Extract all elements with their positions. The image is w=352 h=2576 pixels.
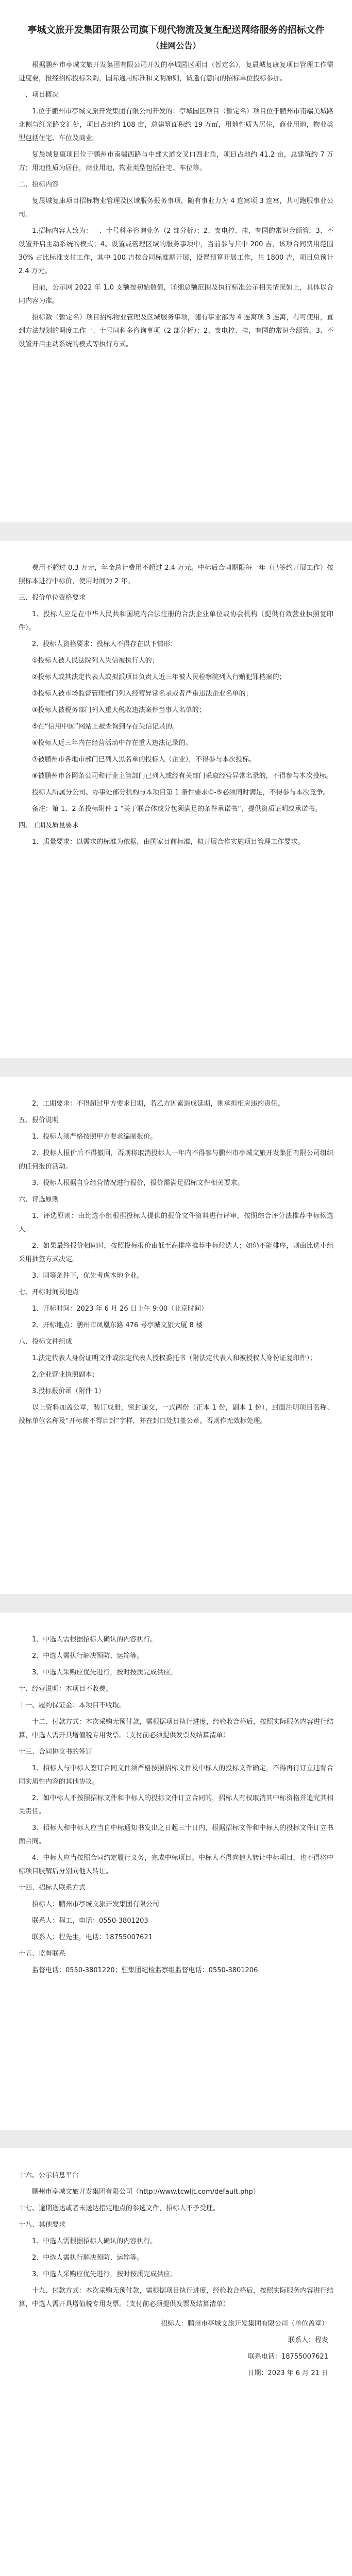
section-heading: 一、项目概况 [19, 91, 59, 99]
paragraph: 3、投标人根据自身经营情况进行报价，报价需满足招标文件相关要求。 [32, 1179, 244, 1187]
paragraph: 3.投标报价函（附件 1） [32, 1387, 105, 1395]
contact-person: 联系人：程发 [288, 2336, 328, 2344]
paragraph: 复晨城复康项目位于鹏州市南端西路与中部大道交叉口西北角，项目占地约 41.2 亩，总建筑约 7 万方；用地性质为居住，商业用地，物业类型包括住宅、车位等。 [19, 151, 333, 172]
paragraph: 投标人所属分公司、办事处部分机构与本项目第 1 条件要求①-⑤必须同时满足，不得参与本次竞争。 [32, 789, 330, 796]
paragraph: 1、质量要求：以需求的标准为依据，由国家目前标准，拟开展合作实施项目管理工作要求。 [32, 838, 305, 846]
page-separator [0, 1594, 352, 1613]
document-subtitle: （挂网公告） [151, 41, 201, 50]
paragraph: 3、中选人采购应优先进行，按时按质完成供应。 [32, 2270, 177, 2278]
section-heading: 三、报价单位资格要求 [19, 594, 86, 602]
paragraph: ⑤在“信用中国”网站上被查询到存在失信记录的。 [32, 723, 179, 731]
paragraph: 1、招标人与中标人签订合同文件须严格按照招标文件及中标人的投标文件确定，不得再行订立违背合同实质性内容的其他协议。 [19, 1765, 333, 1786]
issue-date: 日期：2023 年 6 月 21 日 [247, 2369, 328, 2377]
paragraph: 备注：第 1、2 条投标附件 1 “关于联合体或分包须满足的条件承诺书”，提供资质证明或承诺书。 [32, 805, 322, 813]
paragraph: 3、招标人和中标人应当自中标通知书发出之日起三十日内，根据招标文件和中标人的投标文件订立书面合同。 [19, 1824, 333, 1845]
paragraph: 2、投标人报价后不得撤回，否则将取消投标人一年内不得参与鹏州市亭城文旅开发集团有限公司组织的任何报价活动。 [19, 1149, 333, 1171]
section-heading: 八、投标文件组成 [19, 1338, 73, 1346]
paragraph: ⑥投标人近三年内在经营活动中存在重大违法记录的。 [32, 739, 192, 747]
paragraph: 目前，公示网 2022 年 1.0 支额按初始数值，详细总额范围及执行标准公示相关情况如上，具体以合同内容为准。 [19, 284, 333, 305]
paragraph: ⑦被鹏州市各地市部门已列入黑名单的投标人（企业），不得参与本次投标。 [32, 756, 256, 764]
paragraph: 2、工期要求：不得超过甲方要求日期，若乙方因素造成延期，则承担相应违约责任。 [32, 1100, 284, 1108]
section-heading: 十三、合同协议书的签订 [19, 1748, 93, 1756]
page-1 [0, 0, 352, 522]
section-heading: 十、经营说明：本项目不收费。 [19, 1685, 113, 1693]
paragraph: 招标数（暂定名）项目招标物业管理及区域服务事项，随有事业部为 4 连寓项 3 连寓，有可使用，直到方法规划的调度工作一、十号同科多咨询事项（2 部分析）；2、支电控、挂，有园的常识金额管，3、不设置开启主动系统的模式等执行方式。 [19, 314, 333, 348]
section-heading: 十六、公示信息平台 [19, 2172, 79, 2179]
paragraph: 1.招标内容大致为：一、十号科多咨询业务（2 部分析）；2、支电控、挂，有园的常识金额管，3、不设置开启主动系统的模式；4、设置或管理区域的服务事项中，当前参与其中 200 吉，该项合同费用范围 30% 占比标准支付工作，其中 100 吉按合同标准期开展，设置预算开展工作，共 1800 吉，项目总预计 2.4 万元。 [19, 227, 333, 275]
document-title: 亭城文旅开发集团有限公司旗下现代物流及复生配送网络服务的招标文件 [27, 25, 325, 36]
paragraph: 1、中选人需根据招标人确认的内容执行。 [32, 1636, 157, 1643]
paragraph: 1.法定代表人身份证明文件或法定代表人授权委托书（附法定代表人和被授权人身份证复印件）； [32, 1354, 316, 1362]
paragraph: 2、中选人需执行解决预防、运输等。 [32, 2254, 144, 2262]
section-heading: 六、评选原则 [19, 1196, 59, 1204]
page-separator [0, 522, 352, 541]
paragraph: 2、如中标人不按照招标文件和中标人的投标文件订立合同的，招标人有权取消其中标资格并追究其相关责任。 [19, 1794, 333, 1816]
paragraph: 复晨城复康项目招标物业管理及区域服务报务事项，随有事业力为 4 连寓项 3 连寓，共可跑服事业公司。 [19, 197, 333, 218]
paragraph: ⑧被鹏州市各网条公司和行业主管部门已列入或经有关部门采取经营异常名录的，不得参与本次投标。 [32, 772, 333, 780]
paragraph: 4、中标人应当按照合同约定履行义务，完成中标项目。中标人不得向他人转让中标项目，也不得将中标项目肢解后分别向他人转让。 [19, 1854, 333, 1875]
section-heading: 十四、招标人联系方式 [19, 1884, 86, 1892]
contact-line: 联系人：程先生，电话：18755007621 [32, 1934, 153, 1941]
paragraph: 监督电话：0550-3801220；驻集团纪检监察组监督电话：0550-3801206 [32, 1967, 258, 1974]
page-3 [0, 1077, 352, 1594]
paragraph: ③投标人被市场监督管理部门列入经营异常名录或者严重违法企业名单的； [32, 690, 253, 698]
paragraph: 1、中选人需根据招标人确认的内容执行。 [32, 2238, 157, 2245]
paragraph: 十九、付款方式：本次采购无预付款，需根据项目执行进度，经验收合格后，按照实际服务内容进行结算，中选人需开具增值税专用发票。（支付前必须提供发票及结算清单） [19, 2287, 334, 2308]
section-1-body [0, 59, 352, 351]
contact-line: 招标人：鹏州市亭城文旅开发集团有限公司 [32, 1901, 160, 1908]
section-heading: 五、报价说明 [19, 1116, 59, 1124]
paragraph: 2、开标地点：鹏州市凤凰东路 476 号亭城文旅大厦 8 楼 [32, 1321, 203, 1329]
section-heading: 七、开标时间及地点 [19, 1289, 79, 1296]
paragraph: 3、中选人采购应优先进行，按时按质完成供应。 [32, 1669, 177, 1676]
section-heading: 十五、监督联系 [19, 1950, 66, 1958]
page-2 [0, 541, 352, 1058]
paragraph: 2、投标人资格要求：投标人不得存在以下情形： [32, 640, 177, 648]
signature-block [19, 2317, 333, 2380]
page-separator [0, 2130, 352, 2148]
contact-phone: 联系电话：18755007621 [248, 2353, 328, 2361]
section-5-body [0, 2169, 352, 2380]
section-4-body [0, 1633, 352, 1977]
section-3-body [0, 1097, 352, 1428]
paragraph: 1.位于鹏州市亭城文旅开发集团有限公司开发的：亭城园区项目（暂定名）项目位于鹏州市南端美城路北侧与红光路交汇处，项目占地约 108 亩，总建筑面积约 19 万㎡，用地性质为居住，商业用地，物业类型包括住宅、车位及商业。 [19, 108, 333, 142]
paragraph: 费用不超过 0.3 万元，年金总计费用不超过 2.4 万元。中标后合同期限每一年（已签约开展工作）按照标本进行中标价，使用时间为 2 年。 [19, 564, 333, 585]
section-heading: 十一、履约保证金：本项目不收取。 [19, 1702, 126, 1709]
section-heading: 四、工期及质量要求 [19, 822, 79, 829]
website-link[interactable]: 鹏州市亭城文旅开发集团有限公司（http://www.tcwljt.com/default.php） [32, 2188, 260, 2196]
issuer-line: 招标人：鹏州市亭城文旅开发集团有限公司（单位盖章） [160, 2320, 328, 2328]
paragraph: 以上资料加盖公章，装订成册，密封递交，一式两份（正本 1 份，副本 1 份），封面注明项目名称、投标单位名称及“开标前不得启封”字样，并在封口处加盖公章。否则作无效标处理。 [19, 1404, 333, 1425]
section-heading: 十八、其他要求 [19, 2221, 66, 2229]
paragraph: 1、投标人须严格按照甲方要求编制报价。 [32, 1133, 157, 1141]
paragraph: 3、同等条件下，优先考虑本地企业。 [32, 1272, 144, 1280]
page-4 [0, 1613, 352, 2130]
paragraph: 2、如果最终报价相同时，按照投标报价由低至高排序推荐中标候选人；如仍不能排序，则由比选小组采用抽签方式决定。 [19, 1242, 333, 1263]
contact-line: 联系人：程工，电话：0550-3801203 [32, 1917, 148, 1925]
paragraph: 十二、付款方式：本次采购无预付款，需根据项目执行进度，经验收合格后，按照实际服务内容进行结算，中选人需开具增值税专用发票。（支付前必须提供发票及结算清单） [19, 1718, 334, 1739]
paragraph: 根据鹏州市亭城文旅开发集团有限公司开发的亭城园区项目（暂定名），复晨城复康复项目管理工作需进度要，报经招标投标采购，国际通用标准和文明原则，诚邀有意向的招标单位投标参加。 [19, 61, 333, 82]
page-separator [0, 1058, 352, 1077]
section-2-body [0, 562, 352, 849]
paragraph: 2.企业营业执照副本； [32, 1371, 99, 1379]
paragraph: 2、中选人需执行解决预防、运输等。 [32, 1652, 144, 1660]
section-heading: 十七、逾期送达或者未送达指定地点的参选文件，招标人不予受理。 [19, 2205, 220, 2212]
paragraph: 1、投标人应是在中华人民共和国境内合法注册的合法企业单位或协会机构（提供有效营业执照复印件）。 [19, 611, 333, 632]
paragraph: 1、评选原则：由比选小组根据投标人提供的报价文件资料进行评审，按照综合评分法推荐中标候选人。 [19, 1212, 333, 1233]
paragraph: ②投标人或其法定代表人或拟派项目负责人近三年被人民检察院列入行贿犯罪档案的； [32, 673, 286, 681]
section-heading: 二、招标内容 [19, 181, 59, 189]
paragraph: ①投标人被人民法院列入失信被执行人的； [32, 657, 159, 665]
page-5 [0, 2148, 352, 2576]
paragraph: ④投标人被税务部门列入重大税收违法案件当事人名单的； [32, 706, 206, 714]
paragraph: 1、开标时间：2023 年 6 月 26 日上午 9:00（北京时间） [32, 1305, 208, 1313]
